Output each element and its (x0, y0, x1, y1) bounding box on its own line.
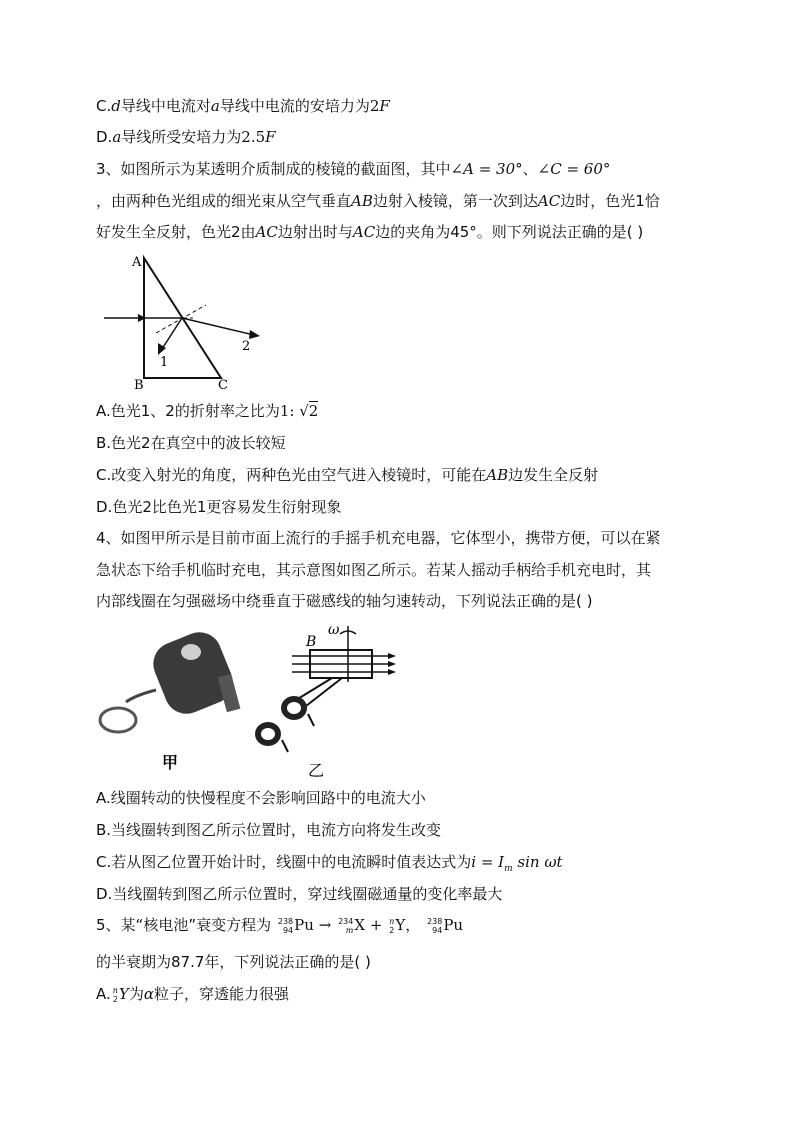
prism-figure (96, 252, 266, 392)
text: 边时，色光1恰 (560, 192, 660, 210)
mass-number: 238 (277, 916, 294, 926)
element: Pu (443, 916, 464, 934)
text: ，由两种色光组成的细光束从空气垂直 (96, 192, 352, 210)
option-letter: D. (96, 128, 113, 146)
ratio: 1: (279, 402, 300, 420)
q5-stem-line-2: 的半衰期为87.7年，下列说法正确的是( ) (96, 953, 371, 971)
radicand: 2 (308, 402, 319, 420)
label-c: C (218, 378, 228, 392)
charger-light (181, 644, 201, 660)
charger-photo (100, 626, 240, 772)
atomic-number: 2 (112, 994, 118, 1004)
alpha: α (143, 985, 154, 1003)
q4-stem-line-3: 内部线圈在匀强磁场中绕垂直于磁感线的轴匀速转动，下列说法正确的是( ) (96, 592, 593, 610)
var-ac: AC (352, 223, 376, 241)
text: 边的夹角为45°。则下列说法正确的是( ) (375, 223, 644, 241)
element: X (354, 916, 366, 934)
q3-stem-line-1 (96, 159, 610, 179)
atomic-number: 2 (389, 925, 395, 935)
arrow-icon (388, 661, 396, 667)
mass-number: 238 (427, 916, 443, 926)
var-ac: AC (537, 192, 561, 210)
q4-stem-line-2: 急状态下给手机临时充电，其示意图如图乙所示。若某人摇动手柄给手机充电时，其 (96, 561, 652, 579)
arrow-icon (388, 653, 396, 659)
q3-stem-line-2 (96, 191, 660, 211)
text: 边发生全反射 (508, 466, 599, 484)
atomic-number: 94 (432, 925, 443, 935)
q4-option-c (96, 852, 563, 879)
q3-option-a (96, 401, 318, 421)
var-F: F (265, 128, 276, 146)
label-yi: 乙 (308, 761, 325, 780)
nuclide-numbers (113, 986, 118, 1004)
atomic-number: m (345, 925, 354, 935)
formula: i = I (471, 853, 505, 871)
subscript: m (504, 864, 513, 874)
q4-option-d: D.当线圈转到图乙所示位置时，穿过线圈磁通量的变化率最大 (96, 885, 503, 903)
mass-number: n (389, 916, 395, 926)
q3-option-b: B.色光2在真空中的波长较短 (96, 434, 286, 452)
text: 好发生全反射，色光2由 (96, 223, 256, 241)
nuclide-numbers (278, 917, 293, 935)
label-b: B (134, 378, 144, 392)
label-jia: 甲 (162, 753, 179, 772)
var-d: d (111, 97, 121, 115)
text: 5、某“核电池”衰变方程为 (96, 916, 272, 934)
label-omega: ω (328, 622, 340, 638)
var-a: a (210, 97, 220, 115)
value: 2 (369, 97, 380, 115)
q3-stem-line-3 (96, 222, 643, 242)
mass-number: 234 (338, 916, 354, 926)
coil-diagram (255, 622, 396, 780)
nuclide-numbers (338, 917, 353, 935)
text: 导线中电流对 (120, 97, 211, 115)
label-a: A (132, 255, 142, 270)
text: 为 (128, 985, 144, 1003)
text: C.若从图乙位置开始计时，线圈中的电流瞬时值表达式为 (96, 853, 472, 871)
text: ， (405, 916, 421, 934)
q2-option-c (96, 96, 390, 116)
normal-line (156, 305, 206, 333)
q4-option-b: B.当线圈转到图乙所示位置时，电流方向将发生改变 (96, 821, 442, 839)
text: C.改变入射光的角度，两种色光由空气进入棱镜时，可能在 (96, 466, 487, 484)
q3-option-c (96, 465, 598, 485)
option-letter: C. (96, 97, 112, 115)
brush (282, 740, 288, 752)
text: 导线中电流的安培力为 (219, 97, 370, 115)
label-2: 2 (242, 339, 251, 354)
slip-ring-inner (287, 702, 301, 714)
var-ac: AC (255, 223, 278, 241)
nuclide-numbers (389, 917, 394, 935)
brush (308, 714, 314, 726)
element: Y (395, 916, 406, 934)
var-F: F (379, 97, 390, 115)
value: 2.5 (241, 128, 266, 146)
arrow-icon (388, 669, 396, 675)
text: 边射入棱镜，第一次到达 (372, 192, 538, 210)
element: Pu (294, 916, 314, 934)
q5-option-a (96, 984, 289, 1004)
text: 、 (522, 160, 538, 178)
label-b: B (306, 634, 317, 650)
var-a: a (112, 128, 122, 146)
text: 导线所受安培力为 (121, 128, 242, 146)
q4-option-a: A.线圈转动的快慢程度不会影响回路中的电流大小 (96, 789, 426, 807)
text: 边射出时与 (277, 223, 353, 241)
q3-option-d: D.色光2比色光1更容易发生衍射现象 (96, 498, 342, 516)
strap (126, 690, 156, 702)
angle-c: ∠C = 60° (537, 160, 611, 178)
text: A.色光1、2的折射率之比为 (96, 402, 280, 420)
element: Y (118, 985, 129, 1003)
var-ab: AB (351, 192, 373, 210)
mass-number: n (112, 985, 118, 995)
formula: sin ωt (512, 853, 563, 871)
q2-option-d (96, 127, 276, 147)
arrow-icon (249, 330, 260, 339)
nuclide-numbers (427, 917, 442, 935)
text: 3、如图所示为某透明介质制成的棱镜的截面图，其中 (96, 160, 451, 178)
generator-figure (96, 620, 401, 782)
text: 粒子，穿透能力很强 (153, 985, 289, 1003)
label-1: 1 (160, 355, 169, 370)
sqrt-icon: √ (299, 402, 309, 420)
angle-a: ∠A = 30° (450, 160, 523, 178)
q4-stem-line-1: 4、如图甲所示是目前市面上流行的手摇手机充电器，它体型小，携带方便，可以在紧 (96, 529, 661, 547)
atomic-number: 94 (282, 925, 294, 935)
var-ab: AB (486, 466, 509, 484)
q5-stem-line-1 (96, 915, 463, 935)
slip-ring-inner (261, 728, 275, 740)
plus: + (369, 916, 383, 934)
key-ring (100, 708, 136, 732)
option-letter: A. (96, 985, 111, 1003)
arrow-icon: → (318, 916, 332, 934)
